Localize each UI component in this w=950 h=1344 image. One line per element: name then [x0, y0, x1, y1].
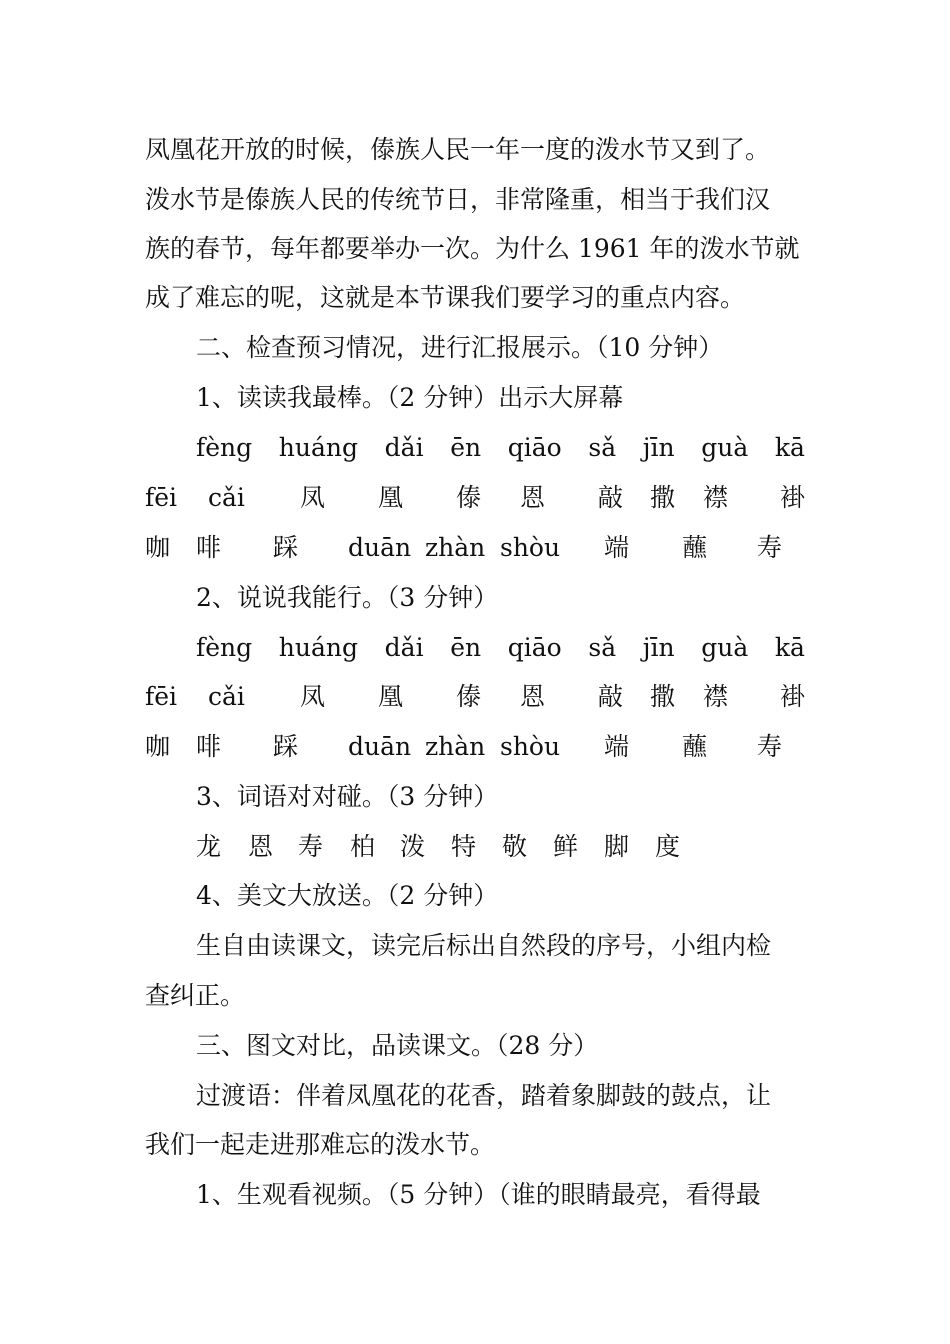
section-heading: 二、检查预习情况，进行汇报展示。（10 分钟）	[196, 333, 724, 362]
character-token: 踩	[273, 732, 299, 761]
character-token: 傣	[456, 483, 482, 512]
pinyin-token: qiāo	[507, 633, 562, 662]
pinyin-token: zhàn	[425, 732, 486, 761]
character-token: 傣	[456, 682, 482, 711]
character-token: 咖	[145, 732, 171, 761]
character-token: 蘸	[682, 732, 708, 761]
pinyin-token: sǎ	[588, 433, 617, 462]
subsection-heading: 3、词语对对碰。（3 分钟）	[196, 782, 499, 811]
word-token: 敬	[502, 832, 528, 861]
character-token: 端	[604, 533, 630, 562]
pinyin-token: fèng	[196, 633, 253, 662]
paragraph-line: 族的春节，每年都要举办一次。为什么 1961 年的泼水节就	[145, 234, 800, 263]
word-token: 特	[451, 832, 477, 861]
pinyin-token: duān	[348, 732, 412, 761]
pinyin-token: kā	[774, 633, 805, 662]
word-token: 寿	[298, 832, 324, 861]
pinyin-token: zhàn	[425, 533, 486, 562]
character-token: 凰	[378, 682, 404, 711]
pinyin-token: fèng	[196, 433, 253, 462]
word-row	[0, 827, 950, 867]
pinyin-token: qiāo	[507, 433, 562, 462]
paragraph-line: 查纠正。	[145, 981, 246, 1010]
character-token: 踩	[273, 533, 299, 562]
paragraph-line: 我们一起走进那难忘的泼水节。	[145, 1130, 496, 1159]
character-token: 寿	[757, 533, 783, 562]
word-token: 柏	[350, 832, 376, 861]
paragraph-line: 成了难忘的呢，这就是本节课我们要学习的重点内容。	[145, 283, 746, 312]
character-token: 端	[604, 732, 630, 761]
character-token: 褂	[780, 483, 806, 512]
pinyin-token: huáng	[278, 633, 359, 662]
character-token: 撒	[650, 483, 676, 512]
word-token: 度	[655, 832, 681, 861]
mixed-row	[0, 727, 950, 767]
pinyin-token: sǎ	[588, 633, 617, 662]
subsection-heading: 4、美文大放送。（2 分钟）	[196, 881, 499, 910]
character-token: 咖	[145, 533, 171, 562]
word-token: 龙	[196, 832, 222, 861]
pinyin-token: cǎi	[208, 682, 245, 711]
pinyin-token: huáng	[278, 433, 359, 462]
character-token: 凤	[300, 483, 326, 512]
subsection-heading: 1、生观看视频。（5 分钟）（谁的眼睛最亮，看得最	[196, 1180, 761, 1209]
pinyin-token: dǎi	[384, 633, 424, 662]
section-heading: 三、图文对比，品读课文。（28 分）	[196, 1031, 599, 1060]
paragraph-line: 泼水节是傣族人民的传统节日，非常隆重，相当于我们汉	[145, 185, 771, 214]
character-token: 敲	[598, 682, 624, 711]
pinyin-token: shòu	[500, 732, 561, 761]
word-token: 脚	[604, 832, 630, 861]
character-token: 啡	[196, 533, 222, 562]
pinyin-token: jīn	[642, 633, 675, 662]
character-token: 襟	[703, 483, 729, 512]
subsection-heading: 1、读读我最棒。（2 分钟）出示大屏幕	[196, 383, 624, 412]
pinyin-row	[196, 628, 805, 668]
character-token: 襟	[703, 682, 729, 711]
pinyin-token: cǎi	[208, 483, 245, 512]
pinyin-token: ēn	[450, 633, 482, 662]
character-token: 敲	[598, 483, 624, 512]
pinyin-row	[196, 428, 805, 468]
character-token: 蘸	[682, 533, 708, 562]
mixed-row	[0, 478, 950, 518]
word-token: 恩	[248, 832, 274, 861]
character-token: 撒	[650, 682, 676, 711]
character-token: 恩	[520, 483, 546, 512]
character-token: 啡	[196, 732, 222, 761]
character-token: 寿	[757, 732, 783, 761]
pinyin-token: fēi	[145, 682, 178, 711]
character-token: 凤	[300, 682, 326, 711]
character-token: 褂	[780, 682, 806, 711]
character-token: 恩	[520, 682, 546, 711]
pinyin-token: ēn	[450, 433, 482, 462]
pinyin-token: shòu	[500, 533, 561, 562]
word-token: 泼	[400, 832, 426, 861]
pinyin-token: fēi	[145, 483, 178, 512]
paragraph-line: 凤凰花开放的时候，傣族人民一年一度的泼水节又到了。	[145, 135, 771, 164]
mixed-row	[0, 528, 950, 568]
pinyin-token: jīn	[642, 433, 675, 462]
paragraph-line: 过渡语：伴着凤凰花的花香，踏着象脚鼓的鼓点，让	[196, 1081, 772, 1110]
subsection-heading: 2、说说我能行。（3 分钟）	[196, 583, 499, 612]
pinyin-token: duān	[348, 533, 412, 562]
pinyin-token: kā	[774, 433, 805, 462]
character-token: 凰	[378, 483, 404, 512]
pinyin-token: guà	[701, 433, 749, 462]
pinyin-token: guà	[701, 633, 749, 662]
word-token: 鲜	[553, 832, 579, 861]
pinyin-token: dǎi	[384, 433, 424, 462]
mixed-row	[0, 677, 950, 717]
paragraph-line: 生自由读课文，读完后标出自然段的序号，小组内检	[196, 931, 772, 960]
